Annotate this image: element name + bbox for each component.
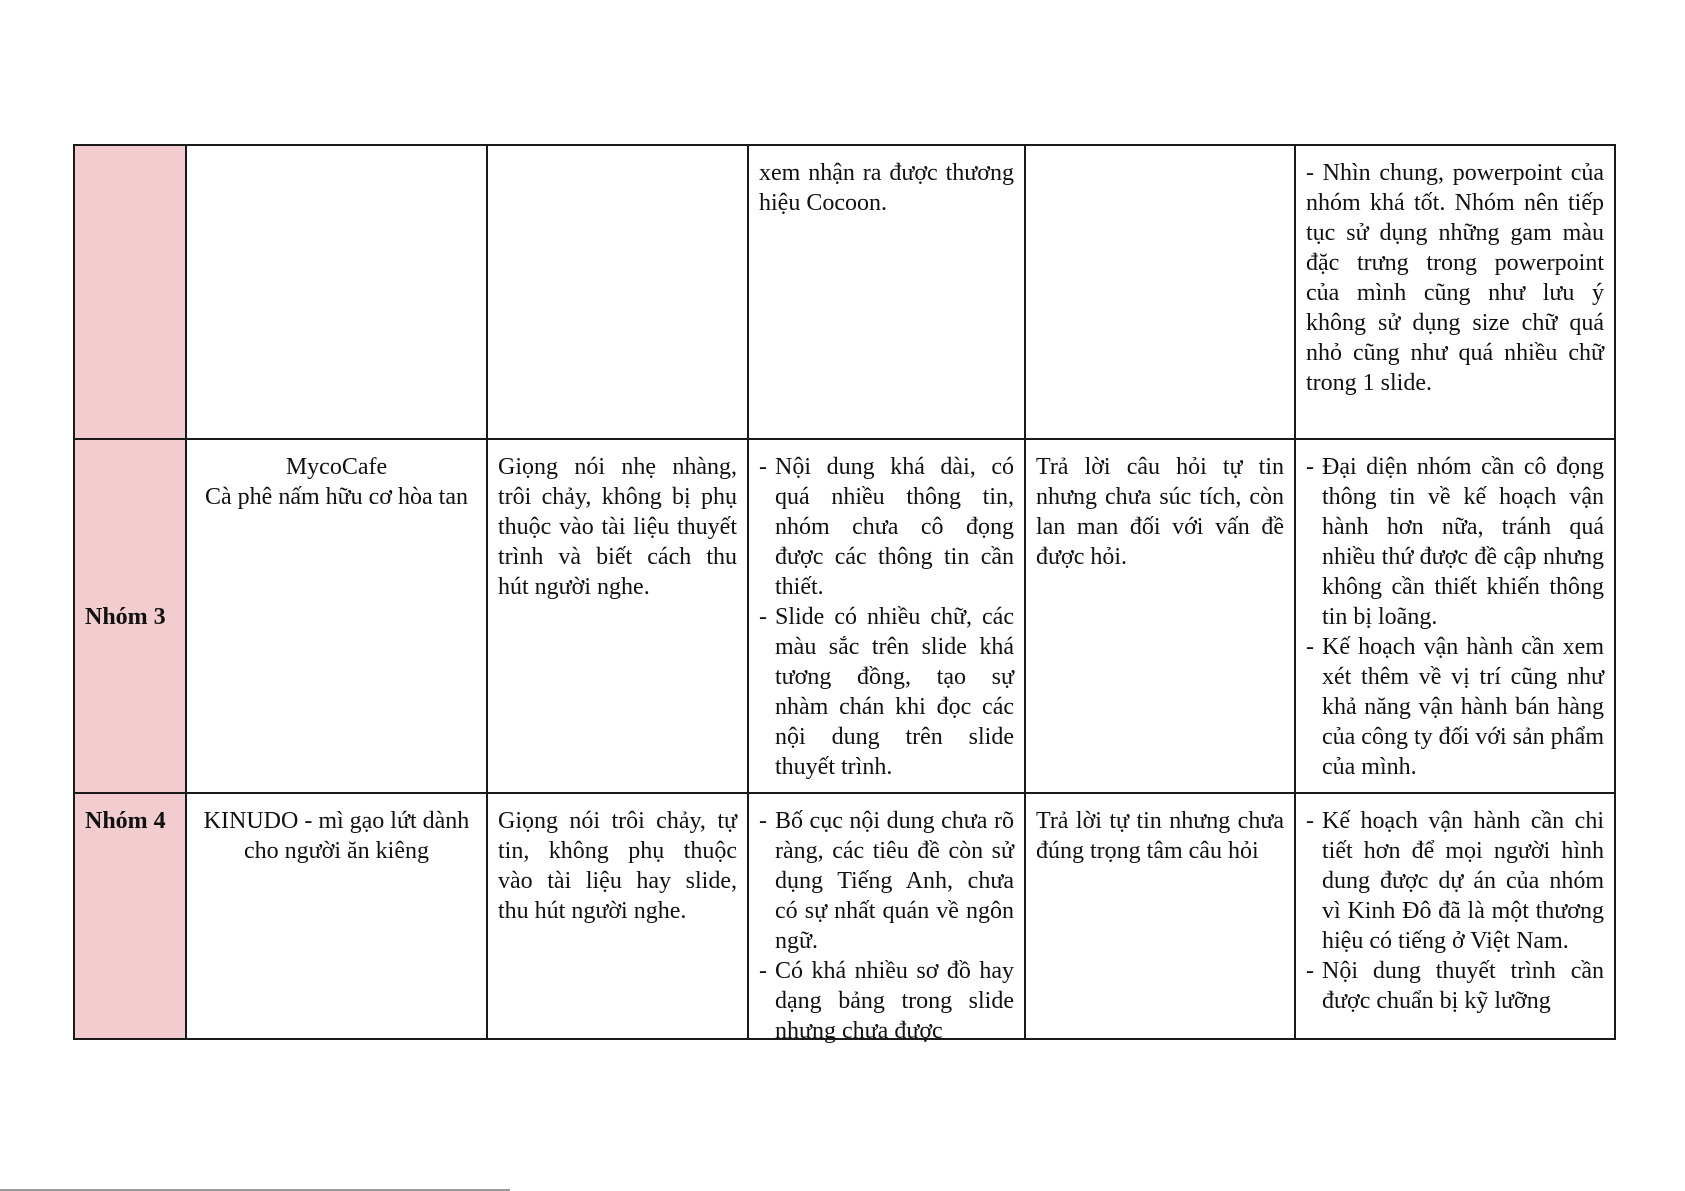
- table-row: [74, 145, 1615, 439]
- group-label: Nhóm 3: [85, 604, 166, 630]
- answers-text: Trả lời tự tin nhưng chưa đúng trọng tâm câu hỏi: [1036, 808, 1284, 864]
- suggestions-cell: [1295, 145, 1615, 439]
- suggestions-cell: [1295, 439, 1615, 793]
- group-cell: [74, 793, 186, 1039]
- answers-cell: [1025, 439, 1295, 793]
- answers-text: Trả lời câu hỏi tự tin nhưng chưa súc tích, còn lan man đối với vấn đề được hỏi.: [1036, 454, 1284, 570]
- group-cell: [74, 145, 186, 439]
- content-text: xem nhận ra được thương hiệu Cocoon.: [759, 160, 1014, 216]
- voice-text: Giọng nói trôi chảy, tự tin, không phụ thuộc vào tài liệu hay slide, thu hút người nghe.: [498, 808, 737, 924]
- list-item: - Bố cục nội dung chưa rõ ràng, các tiêu đề còn sử dụng Tiếng Anh, chưa có sự nhất quán về ngôn ngữ.: [759, 806, 1014, 956]
- group-label: Nhóm 4: [85, 808, 166, 834]
- suggestions-cell: [1295, 793, 1615, 1039]
- suggestions-text: - Nhìn chung, powerpoint của nhóm khá tốt. Nhóm nên tiếp tục sử dụng những gam màu đặc trưng trong powerpoint của mình cũng như lưu ý không sử dụng size chữ quá nhỏ cũng như quá nhiều chữ trong 1 slide.: [1306, 160, 1604, 396]
- product-cell: [186, 793, 487, 1039]
- suggestions-list: [1306, 452, 1604, 782]
- evaluation-table: [73, 144, 1616, 1044]
- list-item: - Kế hoạch vận hành cần xem xét thêm về vị trí cũng như khả năng vận hành bán hàng của công ty đối với sản phẩm của mình.: [1306, 632, 1604, 782]
- suggestions-list: [1306, 806, 1604, 1016]
- list-item: - Có khá nhiều sơ đồ hay dạng bảng trong slide nhưng chưa được: [759, 956, 1014, 1046]
- voice-cell: [487, 145, 748, 439]
- answers-cell: [1025, 793, 1295, 1039]
- table-row: [74, 439, 1615, 793]
- answers-cell: [1025, 145, 1295, 439]
- list-item: - Slide có nhiều chữ, các màu sắc trên slide khá tương đồng, tạo sự nhàm chán khi đọc các nội dung trên slide thuyết trình.: [759, 602, 1014, 782]
- product-cell: [186, 439, 487, 793]
- voice-cell: [487, 439, 748, 793]
- content-cell: [748, 793, 1025, 1044]
- list-item: - Đại diện nhóm cần cô đọng thông tin về kế hoạch vận hành hơn nữa, tránh quá nhiều thứ được đề cập nhưng không cần thiết khiến thông tin bị loãng.: [1306, 452, 1604, 632]
- list-item: - Nội dung khá dài, có quá nhiều thông tin, nhóm chưa cô đọng được các thông tin cần thiết.: [759, 452, 1014, 602]
- group-cell: [74, 439, 186, 793]
- content-cell: [748, 439, 1025, 793]
- product-description: Cà phê nấm hữu cơ hòa tan: [205, 484, 468, 510]
- voice-cell: [487, 793, 748, 1039]
- product-name: KINUDO - mì gạo lứt dành cho người ăn kiêng: [203, 808, 470, 864]
- product-cell: [186, 145, 487, 439]
- content-list: [759, 806, 1014, 1046]
- list-item: - Kế hoạch vận hành cần chi tiết hơn để mọi người hình dung được dự án của nhóm vì Kinh Đô đã là một thương hiệu có tiếng ở Việt Nam.: [1306, 806, 1604, 956]
- table-row: [74, 793, 1615, 1039]
- content-list: [759, 452, 1014, 782]
- list-item: - Nội dung thuyết trình cần được chuẩn bị kỹ lưỡng: [1306, 956, 1604, 1016]
- voice-text: Giọng nói nhẹ nhàng, trôi chảy, không bị phụ thuộc vào tài liệu thuyết trình và biết cách thu hút người nghe.: [498, 454, 737, 600]
- content-cell: [748, 145, 1025, 439]
- product-name: MycoCafe: [285, 454, 388, 480]
